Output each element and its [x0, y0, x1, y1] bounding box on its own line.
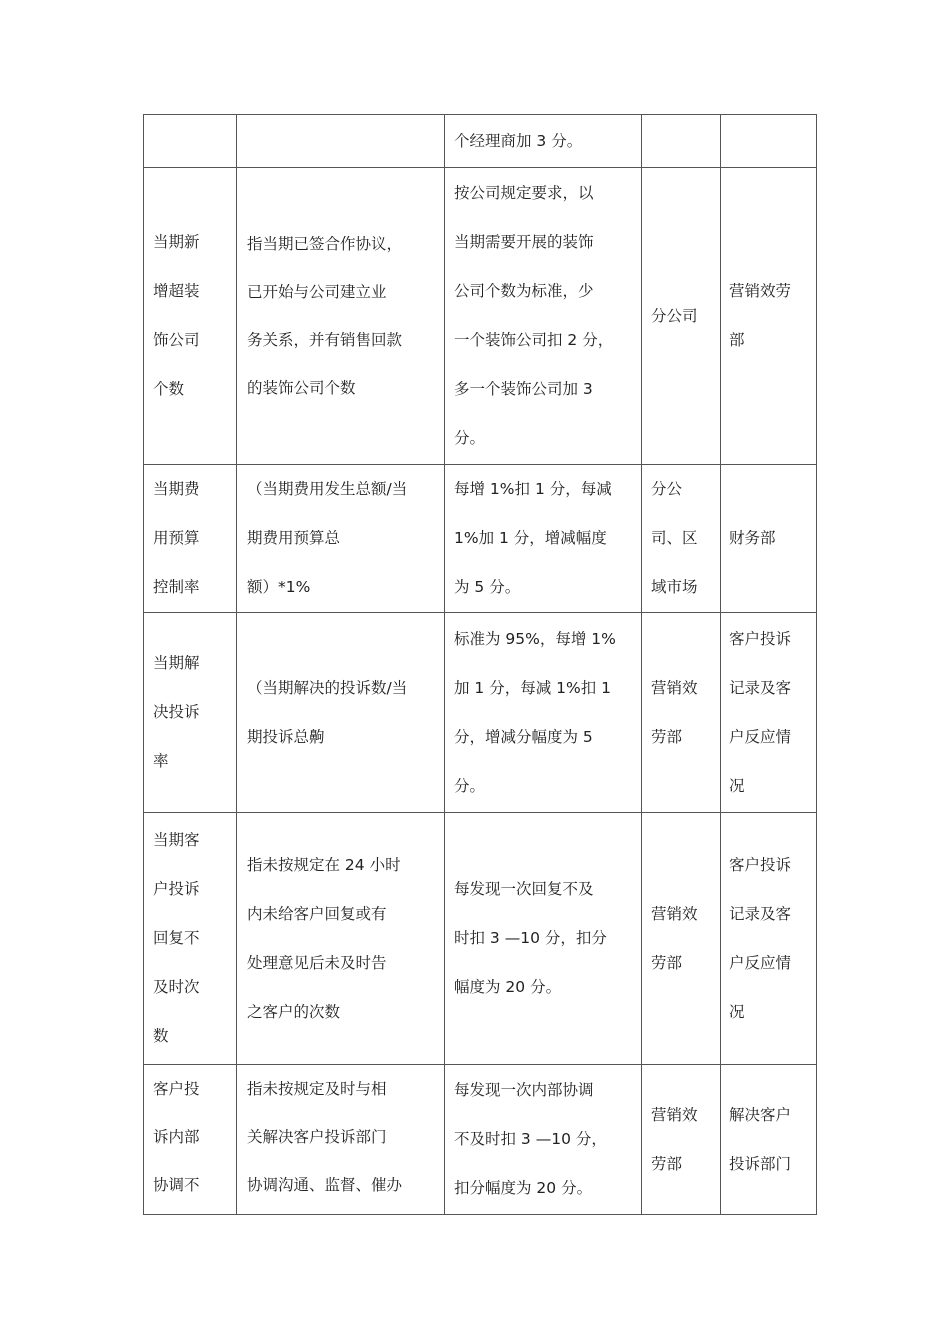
indicator-name-cell: 当期解 决投诉 率 — [144, 613, 237, 813]
definition-cell: （当期解决的投诉数/当 期投诉总齁 — [237, 613, 445, 813]
data-source-cell: 客户投诉 记录及客 户反应情 况 — [721, 813, 817, 1065]
table-row — [144, 813, 817, 1065]
scoring-standard-cell: 标准为 95%，每增 1% 加 1 分，每减 1%扣 1 分，增减分幅度为 5 分。 — [445, 613, 642, 813]
scoring-standard-cell: 按公司规定要求，以 当期需要开展的装饰 公司个数为标准，少 一个装饰公司扣 2 分， 多一个装饰公司加 3 分。 — [445, 168, 642, 465]
definition-cell: 指未按规定及时与相 关解决客户投诉部门 协调沟通、监督、催办 — [237, 1065, 445, 1215]
assessed-unit-cell: 分公司 — [642, 168, 721, 465]
data-source-cell: 营销效劳 部 — [721, 168, 817, 465]
definition-cell: 指未按规定在 24 小时 内未给客户回复或有 处理意见后未及时告 之客户的次数 — [237, 813, 445, 1065]
assessed-unit-cell: 分公 司、区 域市场 — [642, 465, 721, 613]
scoring-standard-cell: 每发现一次内部协调 不及时扣 3 —10 分， 扣分幅度为 20 分。 — [445, 1065, 642, 1215]
data-source-cell: 解决客户 投诉部门 — [721, 1065, 817, 1215]
data-source-cell: 财务部 — [721, 465, 817, 613]
assessed-unit-cell: 营销效 劳部 — [642, 613, 721, 813]
scoring-standard-cell: 每发现一次回复不及 时扣 3 —10 分，扣分 幅度为 20 分。 — [445, 813, 642, 1065]
scoring-standard-cell: 每增 1%扣 1 分，每减 1%加 1 分，增减幅度 为 5 分。 — [445, 465, 642, 613]
indicator-name-cell: 当期新 增超装 饰公司 个数 — [144, 168, 237, 465]
assessed-unit-cell — [642, 115, 721, 168]
kpi-table — [143, 114, 817, 1215]
definition-cell: （当期费用发生总额/当 期费用预算总 额）*1% — [237, 465, 445, 613]
table-row — [144, 168, 817, 465]
table-row — [144, 465, 817, 613]
definition-cell — [237, 115, 445, 168]
scoring-standard-cell: 个经理商加 3 分。 — [445, 115, 642, 168]
indicator-name-cell — [144, 115, 237, 168]
indicator-name-cell: 客户投 诉内部 协调不 — [144, 1065, 237, 1215]
table-row — [144, 115, 817, 168]
indicator-name-cell: 当期客 户投诉 回复不 及时次 数 — [144, 813, 237, 1065]
definition-cell: 指当期已签合作协议， 已开始与公司建立业 务关系，并有销售回款 的装饰公司个数 — [237, 168, 445, 465]
assessed-unit-cell: 营销效 劳部 — [642, 1065, 721, 1215]
table-row — [144, 613, 817, 813]
indicator-name-cell: 当期费 用预算 控制率 — [144, 465, 237, 613]
data-source-cell: 客户投诉 记录及客 户反应情 况 — [721, 613, 817, 813]
data-source-cell — [721, 115, 817, 168]
assessed-unit-cell: 营销效 劳部 — [642, 813, 721, 1065]
table-row — [144, 1065, 817, 1215]
